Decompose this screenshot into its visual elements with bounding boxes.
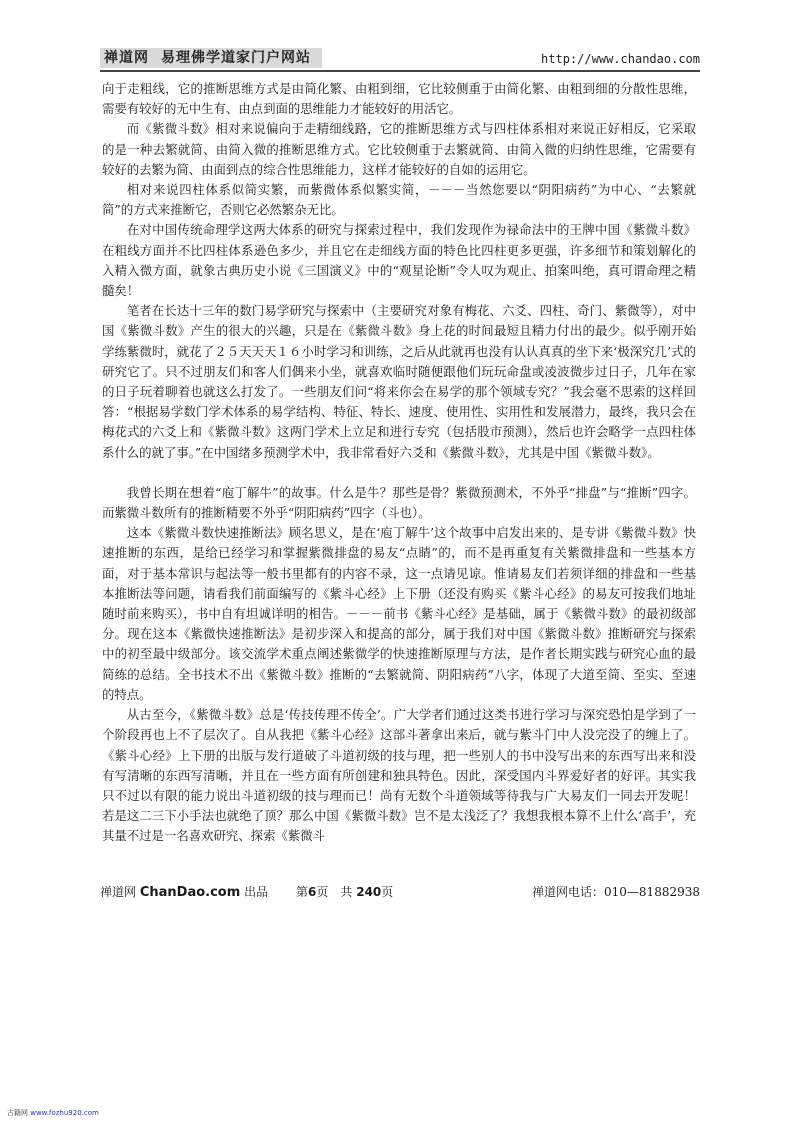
footer-site-latin: ChanDao.com — [139, 885, 241, 900]
document-body — [102, 79, 696, 847]
paragraph: 这本《紫微斗数快速推断法》顾名思义，是在‘庖丁解牛’这个故事中启发出来的、是专讲《紫微斗数》快速推断的东西，是给已经学习和掌握紫微排盘的易友“点睛”的，而不是再重复有关紫微排盘和一些基本方面，对于基本常识与起法等一般书里都有的内容不录，这一点请见谅。惟请易友们若须详细的排盘和一些基本推断法等问题，请看我们前面编写的《紫斗心经》上下册（还没有购买《紫斗心经》的易友可按我们地址随时前来购买），书中自有坦诚详明的相告。－－－前书《紫斗心经》是基础，属于《紫微斗数》的最初级部分。现在这本《紫微快速推断法》是初步深入和提高的部分，属于我们对中国《紫微斗数》推断研究与探索中的初至最中级部分。该交流学术重点阐述紫微学的快速推断原理与方法，是作者长期实践与研究心血的最简练的总结。全书技术不出《紫微斗数》推断的“去繁就简、阴阳病药”八字，体现了大道至简、至实、至速的特点。 — [102, 525, 696, 702]
site-banner — [100, 48, 322, 68]
watermark-label: 古籍网 — [7, 1109, 28, 1117]
page-mid: 页 共 — [316, 885, 353, 899]
footer-publisher-label: 出品 — [244, 885, 269, 899]
page-total: 240 — [356, 885, 382, 899]
paragraph: 在对中国传统命理学这两大体系的研究与探索过程中，我们发现作为禄命法中的王牌中国《紫微斗数》在粗线方面并不比四柱体系逊色多少，并且它在走细线方面的特色比四柱更多更强，许多细节和策划解化的入精入微方面，就象古典历史小说《三国演义》中的“观星论断”令人叹为观止、拍案叫绝，真可谓命理之精髓矣！ — [102, 222, 696, 299]
page-prefix: 第 — [296, 885, 309, 899]
page-header — [100, 44, 700, 70]
watermark — [7, 1108, 99, 1118]
paragraph: 相对来说四柱体系似简实繁，而紫微体系似繁实简，－－－当然您要以“阴阳病药”为中心、“去繁就简”的方式来推断它，否则它必然繁杂无比。 — [102, 182, 696, 218]
page-number — [296, 882, 393, 902]
paragraph: 而《紫微斗数》相对来说偏向于走精细线路，它的推断思维方式与四柱体系相对来说正好相反，它采取的是一种去繁就简、由简入微的推断思维方式。它比较侧重于去繁就简、由简入微的归纳性思维，它需要有较好的去繁为简、由面到点的综合性思维能力，这样才能较好的自如的运用它。 — [102, 121, 696, 177]
page-footer — [100, 882, 700, 902]
site-url[interactable]: http://www.chandao.com — [541, 52, 700, 66]
page-current: 6 — [308, 885, 317, 899]
header-rule — [100, 70, 700, 72]
paragraph: 我曾长期在想着“庖丁解牛”的故事。什么是牛？那些是骨？紫微预测术，不外乎“排盘”与“推断”四字。而紫微斗数所有的推断精要不外乎“阴阳病药”四字（斗也）。 — [102, 484, 696, 521]
footer-phone: 禅道网电话：010—81882938 — [532, 885, 700, 899]
footer-publisher — [100, 882, 268, 903]
watermark-link[interactable]: www.fozhu920.com — [30, 1109, 99, 1117]
site-tagline: 易理佛学道家门户网站 — [161, 50, 311, 66]
paragraph: 从古至今，《紫微斗数》总是‘传技传理不传全’。广大学者们通过这类书进行学习与深究恐怕是学到了一个阶段再也上不了层次了。自从我把《紫斗心经》这部斗著拿出来后，就与紫斗门中人没完没了的缠上了。《紫斗心经》上下册的出版与发行道破了斗道初级的技与理，把一些别人的书中没写出来的东西写出来和没有写清晰的东西写清晰，并且在一些方面有所创建和独具特色。因此，深受国内斗界爱好者的好评。其实我只不过以有限的能力说出斗道初级的技与理而已！尚有无数个斗道领域等待我与广大易友们一同去开发呢！若是这二三下小手法也就绝了顶？那么中国《紫微斗数》岂不是太浅泛了？我想我根本算不上什么‘高手’，充其量不过是一名喜欢研究、探索《紫微斗 — [102, 707, 696, 844]
site-name: 禅道网 — [104, 50, 149, 66]
page-suffix: 页 — [381, 885, 394, 899]
paragraph: 向于走粗线，它的推断思维方式是由简化繁、由粗到细，它比较侧重于由简化繁、由粗到细的分散性思维，需要有较好的无中生有、由点到面的思维能力才能较好的用活它。 — [102, 81, 696, 117]
footer-site: 禅道网 — [100, 885, 137, 899]
paragraph: 笔者在长达十三年的数门易学研究与探索中（主要研究对象有梅花、六爻、四柱、奇门、紫微等），对中国《紫微斗数》产生的很大的兴趣，只是在《紫微斗数》身上花的时间最短且精力付出的最少。似乎刚开始学练紫微时，就花了２５天天天１６小时学习和训练，之后从此就再也没有认认真真的坐下来‘极深究几’式的研究它了。只不过朋友们和客人们偶来小坐，就喜欢临时随便跟他们玩玩命盘或凌波微步过日子，几年在家的日子玩着聊着也就这么打发了。一些朋友们问“将来你会在易学的那个领域专究？”我会毫不思索的这样回答：“根据易学数门学术体系的易学结构、特征、特长、速度、使用性、实用性和发展潜力，最终，我只会在梅花式的六爻上和《紫微斗数》这两门学术上立足和进行专究（包括股市预测），然后也许会略学一点四柱体系什么的就了事。”在中国绪多预测学术中，我非常看好六爻和《紫微斗数》，尤其是中国《紫微斗数》。 — [102, 303, 696, 460]
